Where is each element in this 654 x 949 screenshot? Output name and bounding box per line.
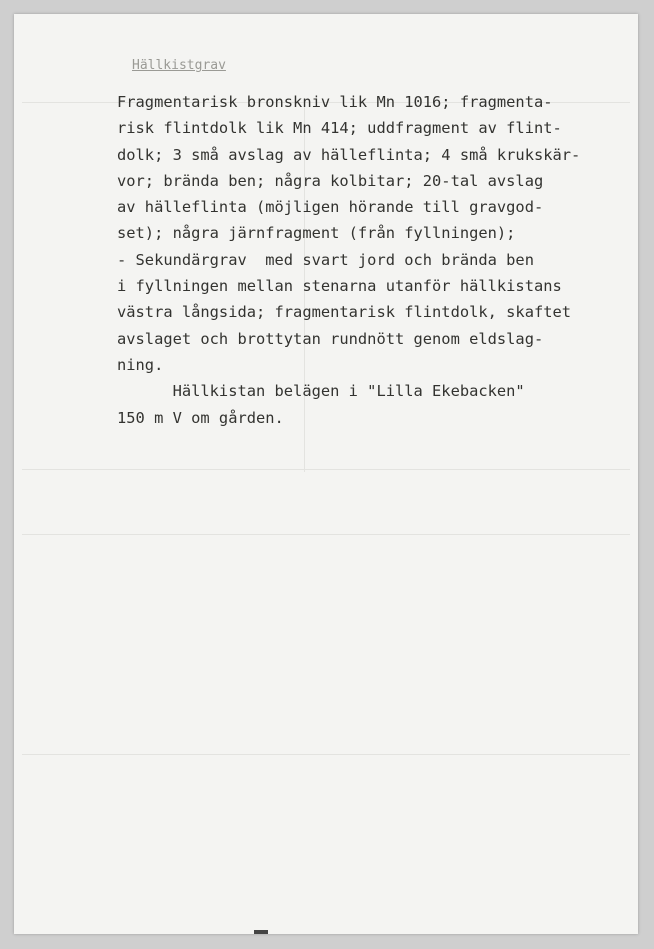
ghost-rule [22, 469, 630, 470]
text-line: risk flintdolk lik Mn 414; uddfragment av flint- [117, 119, 562, 138]
text-line: Fragmentarisk bronskniv lik Mn 1016; fragmenta- [117, 93, 553, 111]
text-line: Hällkistan belägen i "Lilla Ekebacken" [117, 382, 525, 401]
card-body [117, 89, 617, 431]
catalog-card [14, 14, 638, 934]
card-heading: Hällkistgrav [132, 58, 226, 73]
edge-mark [254, 930, 268, 934]
text-line: - Sekundärgrav med svart jord och brända ben [117, 250, 534, 269]
ghost-rule [22, 754, 630, 755]
text-line: vor; brända ben; några kolbitar; 20-tal avslag [117, 171, 544, 190]
text-line: set); några järnfragment (från fyllningen); [117, 224, 516, 243]
text-line: dolk; 3 små avslag av hälleflinta; 4 små krukskär- [117, 145, 581, 164]
text-line: i fyllningen mellan stenarna utanför hällkistans [117, 277, 562, 296]
text-line: avslaget och brottytan rundnött genom eldslag- [117, 329, 544, 348]
ghost-rule [22, 534, 630, 535]
text-line: av hälleflinta (möjligen hörande till gravgod- [117, 198, 544, 217]
text-line: 150 m V om gården. [117, 408, 284, 427]
text-line: västra långsida; fragmentarisk flintdolk, skaftet [117, 303, 572, 322]
text-line: ning. [117, 355, 164, 374]
